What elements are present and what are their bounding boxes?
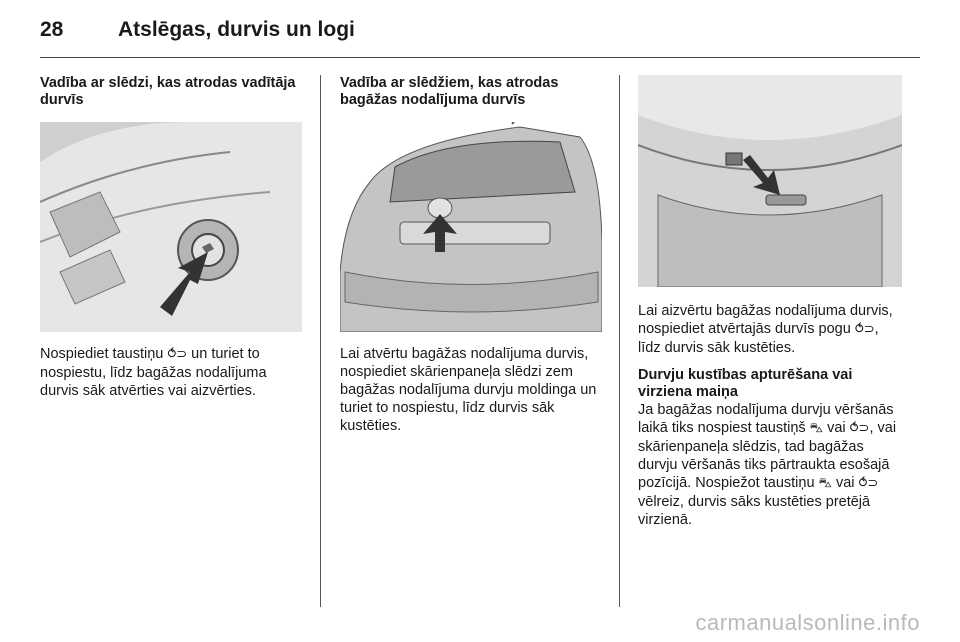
stop-reverse-text-a: Ja bagāžas nodalījuma durvju vēršanās laikā tiks nospiest taustiņš	[638, 402, 894, 436]
section-heading-stop-reverse: Durvju kustības apturēšana vai virziena maiņa	[638, 367, 853, 400]
tailgate-inside-button-illustration	[638, 75, 902, 287]
page-header	[40, 14, 920, 54]
column-tailgate-switch	[340, 75, 602, 435]
driver-door-text-1: Nospiediet taustiņu	[40, 346, 168, 362]
header-rule	[40, 57, 920, 58]
page-number: 28	[40, 18, 64, 41]
driver-door-text-2: un turiet to nospiestu, līdz bagāžas nodalījuma durvis sāk atvērties vai aizvērties.	[40, 346, 267, 399]
stop-reverse-instructions	[638, 401, 902, 529]
tailgate-open-icon: ⥀⊃	[854, 322, 875, 337]
tailgate-switch-instructions: Lai atvērtu bagāžas nodalījuma durvis, nospiediet skārienpaneļa slēdzi zem bagāžas nodalījuma durvju moldinga un turiet to nospiestu, līdz durvis sāk kustēties.	[340, 346, 597, 434]
tailgate-rear-illustration	[340, 122, 602, 332]
tailgate-close-instructions	[638, 302, 902, 357]
watermark: carmanualsonline.info	[695, 610, 920, 635]
car-key-icon: ⛍	[818, 476, 832, 491]
tailgate-close-text-1: Lai aizvērtu bagāžas nodalījuma durvis, nospiediet atvērtajās durvīs pogu	[638, 303, 893, 337]
driver-door-switch-illustration	[40, 122, 302, 332]
stop-reverse-text-b: vai	[823, 420, 850, 436]
tailgate-open-icon: ⥀⊃	[849, 421, 870, 436]
column-driver-door	[40, 75, 302, 400]
stop-reverse-text-e: vēlreiz, durvis sāks kustēties pretējā virzienā.	[638, 494, 871, 528]
column-divider-2	[619, 75, 620, 607]
section-heading-driver-door: Vadība ar slēdzi, kas atrodas vadītāja durvīs	[40, 75, 296, 108]
car-key-icon: ⛍	[809, 421, 824, 436]
tailgate-close-text-2: , līdz durvis sāk kustēties.	[638, 321, 879, 356]
driver-door-instructions	[40, 345, 302, 400]
stop-reverse-text-c: , vai skārienpaneļa slēdzis, tad bagāžas durvju vēršanās tiks pārtraukta esošajā pozīcijā. Nospiežot taustiņu	[638, 420, 897, 491]
column-tailgate-close	[638, 75, 902, 529]
stop-reverse-text-d: vai	[831, 475, 859, 491]
chapter-title: Atslēgas, durvis un logi	[118, 18, 355, 41]
section-heading-tailgate-switch: Vadība ar slēdžiem, kas atrodas bagāžas nodalījuma durvīs	[340, 75, 559, 108]
tailgate-open-icon: ⥀⊃	[858, 476, 879, 491]
tailgate-open-icon: ⥀⊃	[167, 347, 188, 362]
column-divider-1	[320, 75, 321, 607]
